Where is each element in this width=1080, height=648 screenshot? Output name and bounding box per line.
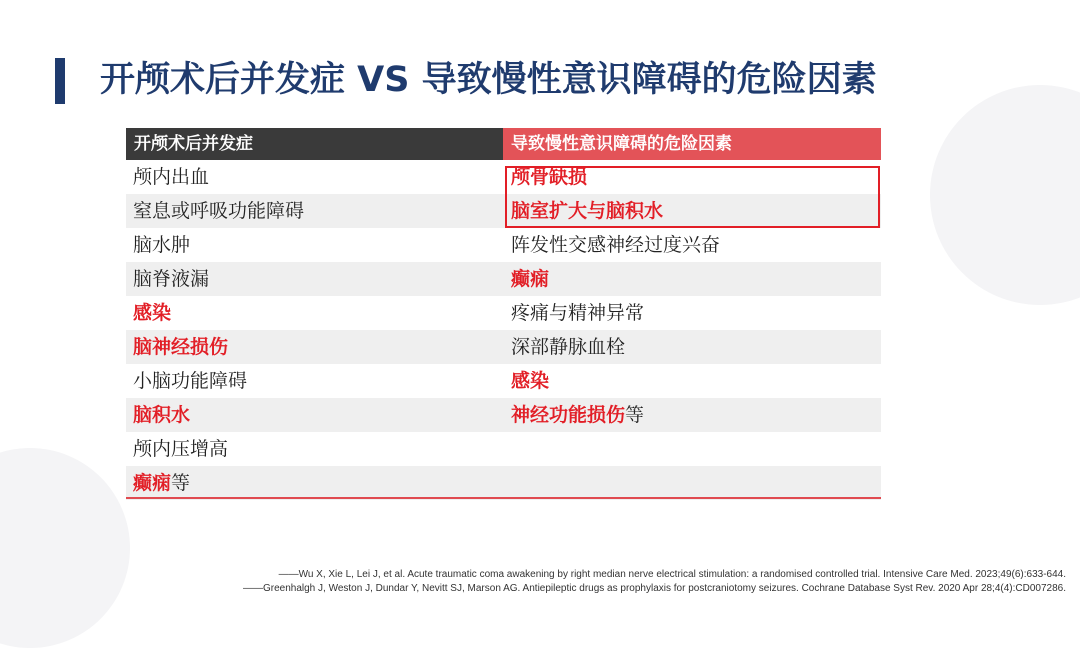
cell-text: 窒息或呼吸功能障碍 [133,200,305,222]
cell-text: 阵发性交感神经过度兴奋 [511,234,721,256]
risk-factor-cell [503,296,881,330]
complication-cell [126,160,503,194]
cell-text: 脑水肿 [133,234,191,256]
table-row [126,432,881,466]
cell-text: 脑积水 [133,404,191,426]
reference-2: ——Greenhalgh J, Weston J, Dundar Y, Nevitt SJ, Marson AG. Antiepileptic drugs as prophylaxis for postcraniotomy seizures. Cochrane Database Syst Rev. 2020 Apr 28;4(4):CD007286. [242,583,1066,594]
complication-cell [126,194,503,228]
risk-factor-cell [503,364,881,398]
table-row [126,466,881,500]
risk-factor-cell [503,432,881,466]
table-row [126,228,881,262]
decorative-circle-bottom-left [0,448,130,648]
table-bottom-rule [126,497,881,499]
cell-suffix: 等 [171,472,191,494]
table-header [126,128,881,160]
cell-text: 癫痫 [511,268,550,290]
table-row [126,330,881,364]
cell-suffix: 等 [625,404,645,426]
table-row [126,398,881,432]
table-row [126,364,881,398]
cell-text: 感染 [133,302,172,324]
cell-text: 颅骨缺损 [511,166,588,188]
cell-text: 神经功能损伤 [511,404,626,426]
cell-text: 脑脊液漏 [133,268,210,290]
cell-text: 颅内出血 [133,166,210,188]
risk-factor-cell [503,228,881,262]
cell-text: 颅内压增高 [133,438,229,460]
complication-cell [126,330,503,364]
slide-title: 开颅术后并发症 VS 导致慢性意识障碍的危险因素 [100,60,877,100]
table-row [126,262,881,296]
header-risk-factors: 导致慢性意识障碍的危险因素 [503,128,881,160]
title-accent-bar [55,58,65,104]
header-postop-complications: 开颅术后并发症 [126,128,503,160]
decorative-circle-top-right [930,85,1080,305]
complication-cell [126,398,503,432]
table-row [126,296,881,330]
cell-text: 感染 [511,370,550,392]
risk-factor-cell [503,330,881,364]
cell-text: 脑室扩大与脑积水 [511,200,664,222]
complication-cell [126,228,503,262]
cell-text: 小脑功能障碍 [133,370,248,392]
cell-text: 疼痛与精神异常 [511,302,645,324]
reference-1: ——Wu X, Xie L, Lei J, et al. Acute traumatic coma awakening by right median nerve electrical stimulation: a randomised controlled trial. Intensive Care Med. 2023;49(6):633-644. [278,569,1066,580]
cell-text: 深部静脉血栓 [511,336,626,358]
risk-factor-cell [503,466,881,500]
complication-cell [126,466,503,500]
risk-factor-cell [503,262,881,296]
risk-factor-cell [503,398,881,432]
highlight-box [505,166,880,228]
complication-cell [126,364,503,398]
complication-cell [126,432,503,466]
complication-cell [126,262,503,296]
cell-text: 脑神经损伤 [133,336,229,358]
cell-text: 癫痫 [133,472,172,494]
complication-cell [126,296,503,330]
